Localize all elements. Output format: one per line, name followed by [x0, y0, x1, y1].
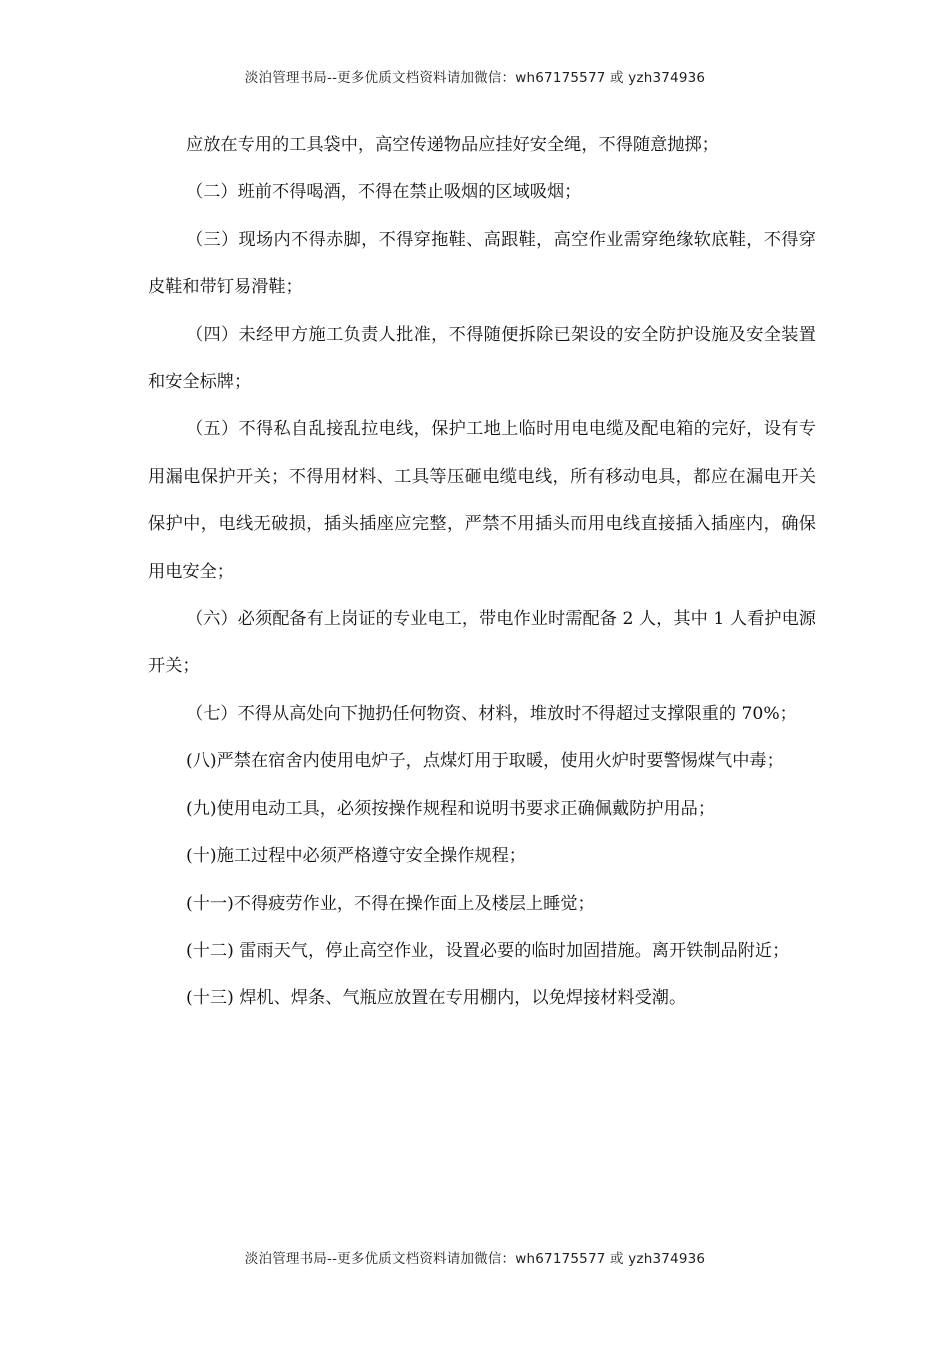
- paragraph-item-3: （三）现场内不得赤脚，不得穿拖鞋、高跟鞋，高空作业需穿绝缘软底鞋，不得穿皮鞋和带钉易滑鞋；: [148, 229, 816, 298]
- paragraph-item-13: (十三) 焊机、焊条、气瓶应放置在专用棚内，以免焊接材料受潮。: [186, 988, 687, 1009]
- paragraph-continuation: 应放在专用的工具袋中，高空传递物品应挂好安全绳，不得随意抛掷；: [186, 135, 719, 155]
- paragraph-item-2: （二）班前不得喝酒，不得在禁止吸烟的区域吸烟；: [186, 182, 582, 203]
- paragraph-item-10: (十)施工过程中必须严格遵守安全操作规程；: [186, 846, 526, 867]
- paragraph-item-6: （六）必须配备有上岗证的专业电工，带电作业时需配备 2 人，其中 1 人看护电源开关；: [148, 609, 816, 677]
- paragraph-item-12: (十二) 雷雨天气，停止高空作业，设置必要的临时加固措施。离开铁制品附近；: [186, 940, 790, 961]
- paragraph-item-9: (九)使用电动工具，必须按操作规程和说明书要求正确佩戴防护用品；: [186, 798, 716, 819]
- paragraph-item-11: (十一)不得疲劳作业，不得在操作面上及楼层上睡觉；: [186, 893, 595, 914]
- paragraph-item-8: (八)严禁在宿舍内使用电炉子，点煤灯用于取暖，使用火炉时要警惕煤气中毒；: [186, 751, 784, 772]
- document-body: [148, 122, 816, 1023]
- page-header-watermark: 淡泊管理书局--更多优质文档资料请加微信：wh67175577 或 yzh374936: [244, 70, 706, 86]
- paragraph-item-5: （五）不得私自乱接乱拉电线，保护工地上临时用电电缆及配电箱的完好，设有专用漏电保护开关；不得用材料、工具等压砸电缆电线，所有移动电具，都应在漏电开关保护中，电线无破损，插头插座应完整，严禁不用插头而用电线直接插入插座内，确保用电安全；: [148, 419, 816, 582]
- page-footer-watermark: 淡泊管理书局--更多优质文档资料请加微信：wh67175577 或 yzh374936: [244, 1251, 706, 1267]
- paragraph-item-7: （七）不得从高处向下抛扔任何物资、材料，堆放时不得超过支撑限重的 70%；: [186, 703, 797, 724]
- paragraph-item-4: （四）未经甲方施工负责人批准，不得随便拆除已架设的安全防护设施及安全装置和安全标牌；: [148, 324, 816, 393]
